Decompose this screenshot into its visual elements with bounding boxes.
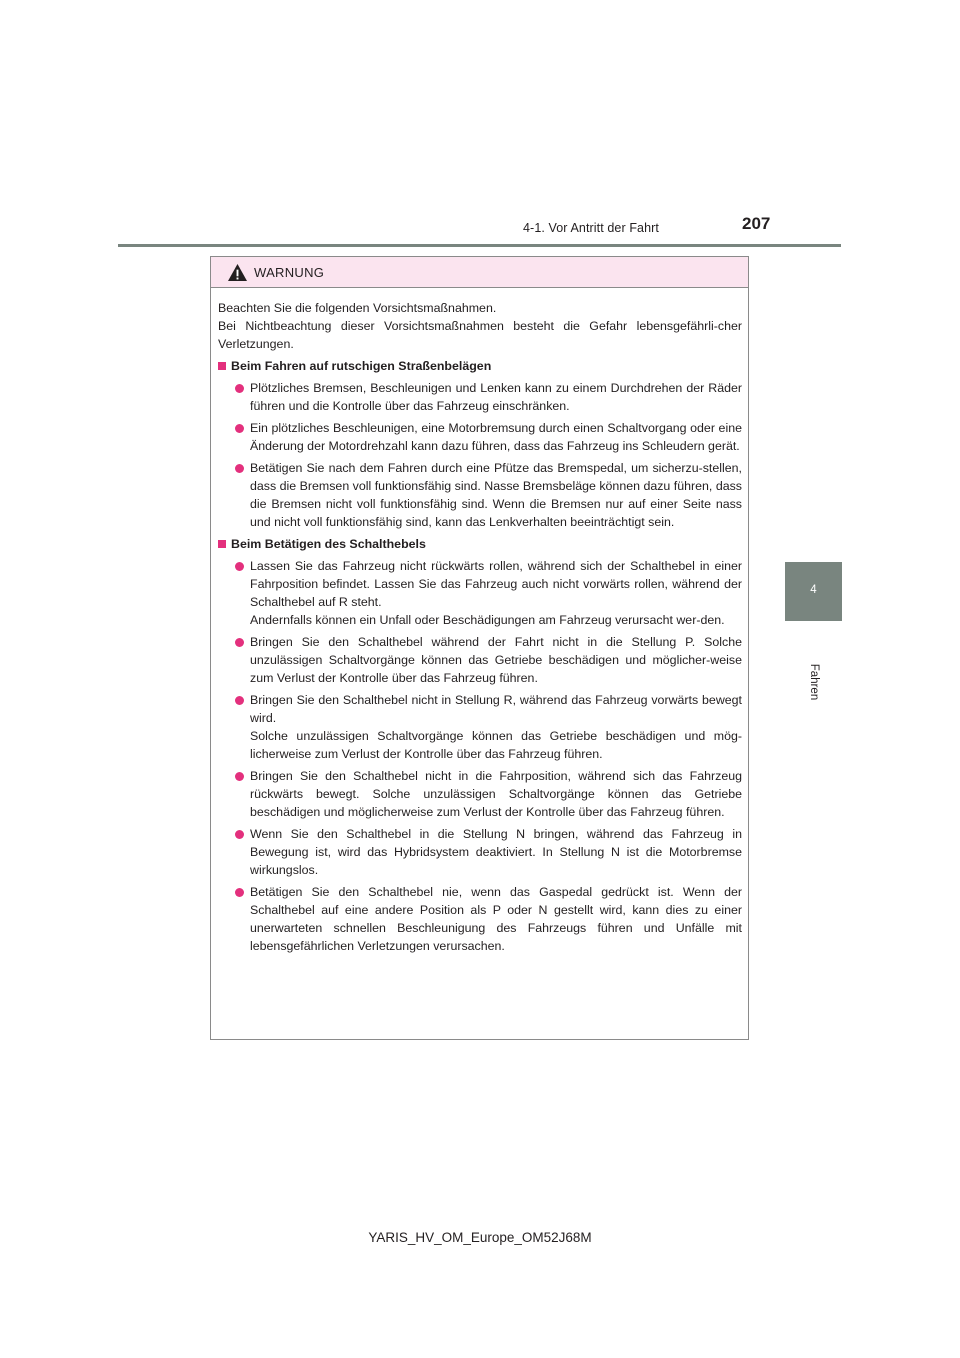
circle-bullet-icon bbox=[235, 772, 244, 781]
section-heading-text: Beim Fahren auf rutschigen Straßenbelägen bbox=[231, 359, 492, 373]
list-item-text: Lassen Sie das Fahrzeug nicht rückwärts rollen, während sich der Schalthebel in einer Fahrposition befindet. Lassen Sie das Fahrzeug auch nicht vorwärts rollen, während der Schalthebel auf R steht. Andernfalls können ein Unfall oder Beschädigungen am Fahrzeug verursacht wer-den. bbox=[250, 559, 742, 627]
circle-bullet-icon bbox=[235, 638, 244, 647]
list-item bbox=[218, 691, 742, 763]
circle-bullet-icon bbox=[235, 384, 244, 393]
chapter-tab[interactable] bbox=[785, 562, 842, 621]
section-heading bbox=[218, 535, 742, 553]
list-item bbox=[218, 419, 742, 455]
list-item-text: Betätigen Sie den Schalthebel nie, wenn das Gaspedal gedrückt ist. Wenn der Schalthebel auf eine andere Position als P oder N gestellt wird, kann dies zu einer unerwarteten schnellen Beschleunigung des Fahrzeugs führen und Unfälle mit lebensgefährlichen Verletzungen verursachen. bbox=[250, 885, 742, 953]
circle-bullet-icon bbox=[235, 464, 244, 473]
chapter-number: 4 bbox=[810, 584, 817, 596]
list-item-text: Plötzliches Bremsen, Beschleunigen und Lenken kann zu einem Durchdrehen der Räder führen und die Kontrolle über das Fahrzeug einschränken. bbox=[250, 381, 742, 413]
warning-box bbox=[210, 256, 749, 1040]
warning-intro: Beachten Sie die folgenden Vorsichtsmaßnahmen. Bei Nichtbeachtung dieser Vorsichtsmaßnahmen besteht die Gefahr lebensgefährli-cher Verletzungen. bbox=[218, 301, 742, 351]
chapter-label-text: Fahren bbox=[808, 663, 820, 701]
list-item-text: Ein plötzliches Beschleunigen, eine Motorbremsung durch einen Schaltvorgang oder eine Änderung der Motordrehzahl kann dazu führen, dass das Fahrzeug ins Schleudern gerät. bbox=[250, 421, 742, 453]
circle-bullet-icon bbox=[235, 424, 244, 433]
chapter-label bbox=[804, 652, 824, 712]
circle-bullet-icon bbox=[235, 888, 244, 897]
warning-triangle-icon bbox=[227, 263, 248, 282]
list-item bbox=[218, 825, 742, 879]
warning-title: WARNUNG bbox=[254, 264, 325, 280]
square-bullet-icon bbox=[218, 362, 226, 370]
page-number: 207 bbox=[742, 214, 771, 233]
warning-body bbox=[211, 288, 748, 955]
list-item bbox=[218, 883, 742, 955]
header-divider bbox=[118, 244, 841, 247]
list-item-text: Wenn Sie den Schalthebel in die Stellung N bringen, während das Fahrzeug in Bewegung ist, wird das Hybridsystem deaktiviert. In Stellung N ist die Motorbremse wirkungslos. bbox=[250, 827, 742, 877]
list-item-text: Bringen Sie den Schalthebel nicht in Stellung R, während das Fahrzeug vorwärts bewegt wird. Solche unzulässigen Schaltvorgänge können das Getriebe beschädigen und mög-licherweise zum Verlust der Kontrolle über das Fahrzeug führen. bbox=[250, 693, 742, 761]
circle-bullet-icon bbox=[235, 696, 244, 705]
list-item-text: Bringen Sie den Schalthebel nicht in die Fahrposition, während sich das Fahrzeug rückwärts bewegt. Solche unzulässigen Schaltvorgänge können das Getriebe beschädigen und möglicherweise zum Verlust der Kontrolle über das Fahrzeug führen. bbox=[250, 769, 742, 819]
square-bullet-icon bbox=[218, 540, 226, 548]
section-title: 4-1. Vor Antritt der Fahrt bbox=[523, 221, 659, 235]
list-item bbox=[218, 633, 742, 687]
list-item bbox=[218, 557, 742, 629]
list-item bbox=[218, 767, 742, 821]
list-item bbox=[218, 379, 742, 415]
section-heading-text: Beim Betätigen des Schalthebels bbox=[231, 537, 426, 551]
document-id: YARIS_HV_OM_Europe_OM52J68M bbox=[368, 1230, 592, 1245]
circle-bullet-icon bbox=[235, 830, 244, 839]
list-item bbox=[218, 459, 742, 531]
circle-bullet-icon bbox=[235, 562, 244, 571]
list-item-text: Bringen Sie den Schalthebel während der Fahrt nicht in die Stellung P. Solche unzulässigen Schaltvorgänge können das Getriebe beschädigen und möglicher-weise zum Verlust der Kontrolle über das Fahrzeug führen. bbox=[250, 635, 742, 685]
warning-header bbox=[211, 257, 748, 288]
list-item-text: Betätigen Sie nach dem Fahren durch eine Pfütze das Bremspedal, um sicherzu-stellen, dass die Bremsen voll funktionsfähig sind. Nasse Bremsbeläge können dazu führen, dass die Bremsen nicht voll funktionsfähig sind. Wenn die Bremsen nur auf einer Seite nass und nicht voll funktionsfähig sind, kann das Lenkverhalten beeinträchtigt sein. bbox=[250, 461, 742, 529]
section-heading bbox=[218, 357, 742, 375]
